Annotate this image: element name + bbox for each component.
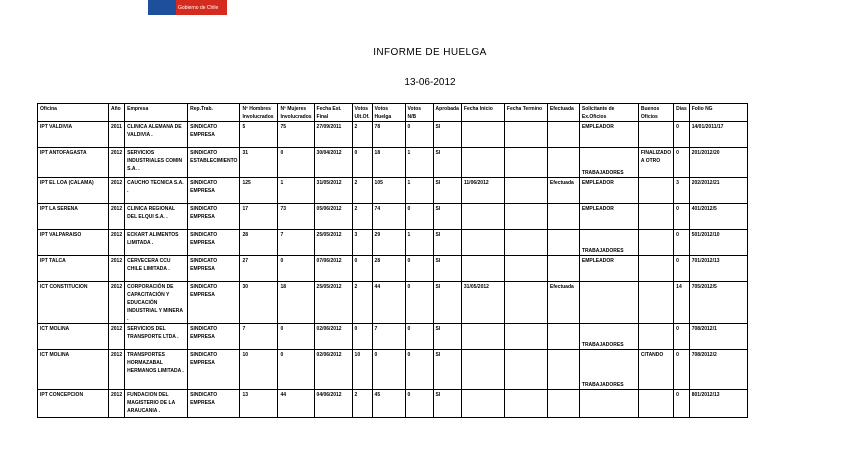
cell-efectuada bbox=[547, 390, 579, 418]
cell-mujeres: 0 bbox=[278, 256, 314, 282]
cell-aprobada: SI bbox=[433, 350, 461, 390]
cell-buenos-oficios bbox=[638, 230, 673, 256]
cell-fecha-inicio bbox=[461, 230, 504, 256]
cell-votos-ult-of: 2 bbox=[352, 122, 372, 148]
logo-text: Gobierno de Chile bbox=[178, 5, 219, 11]
cell-efectuada bbox=[547, 324, 579, 350]
header-votos-nb: Votos N/B bbox=[405, 104, 433, 122]
header-dias: Dias bbox=[674, 104, 690, 122]
cell-fecha-termino bbox=[504, 282, 547, 324]
cell-anio: 2012 bbox=[109, 178, 125, 204]
cell-dias: 0 bbox=[674, 390, 690, 418]
cell-votos-huelga: 28 bbox=[372, 256, 405, 282]
cell-dias: 0 bbox=[674, 204, 690, 230]
cell-votos-huelga: 44 bbox=[372, 282, 405, 324]
header-oficina: Oficina bbox=[38, 104, 109, 122]
table-row bbox=[38, 204, 748, 230]
cell-oficina: IPT VALDIVIA bbox=[38, 122, 109, 148]
cell-votos-nb: 0 bbox=[405, 122, 433, 148]
cell-fecha-est-final: 25/05/2012 bbox=[314, 282, 352, 324]
table-row bbox=[38, 230, 748, 256]
cell-dias: 0 bbox=[674, 256, 690, 282]
cell-dias: 0 bbox=[674, 350, 690, 390]
cell-fecha-termino bbox=[504, 256, 547, 282]
table-header-row bbox=[38, 104, 748, 122]
cell-fecha-termino bbox=[504, 390, 547, 418]
cell-empresa: FUNDACION DEL MAGISTERIO DE LA ARAUCANIA . bbox=[125, 390, 188, 418]
cell-rep-trab: SINDICATO EMPRESA bbox=[188, 204, 240, 230]
cell-empresa: CLINICA REGIONAL DEL ELQUI S.A. . bbox=[125, 204, 188, 230]
header-fecha-inicio: Fecha Inicio bbox=[461, 104, 504, 122]
cell-fecha-est-final: 07/06/2012 bbox=[314, 256, 352, 282]
cell-hombres: 17 bbox=[240, 204, 278, 230]
cell-mujeres: 18 bbox=[278, 282, 314, 324]
cell-votos-nb: 0 bbox=[405, 204, 433, 230]
cell-aprobada: SI bbox=[433, 122, 461, 148]
cell-fecha-inicio: 31/05/2012 bbox=[461, 282, 504, 324]
cell-oficina: IPT ANTOFAGASTA bbox=[38, 148, 109, 178]
cell-anio: 2012 bbox=[109, 350, 125, 390]
cell-buenos-oficios bbox=[638, 122, 673, 148]
cell-dias: 0 bbox=[674, 230, 690, 256]
cell-votos-huelga: 74 bbox=[372, 204, 405, 230]
cell-mujeres: 7 bbox=[278, 230, 314, 256]
cell-fecha-inicio bbox=[461, 204, 504, 230]
cell-empresa: CLINICA ALEMANA DE VALDIVIA . bbox=[125, 122, 188, 148]
cell-anio: 2012 bbox=[109, 282, 125, 324]
cell-fecha-termino bbox=[504, 230, 547, 256]
cell-rep-trab: SINDICATO EMPRESA bbox=[188, 324, 240, 350]
cell-hombres: 10 bbox=[240, 350, 278, 390]
cell-votos-nb: 0 bbox=[405, 256, 433, 282]
cell-oficina: ICT MOLINA bbox=[38, 350, 109, 390]
cell-efectuada bbox=[547, 230, 579, 256]
header-fecha-termino: Fecha Termino bbox=[504, 104, 547, 122]
cell-buenos-oficios bbox=[638, 178, 673, 204]
header-folio: Folio NG bbox=[689, 104, 747, 122]
cell-empresa: CERVECERA CCU CHILE LIMITADA . bbox=[125, 256, 188, 282]
cell-votos-ult-of: 2 bbox=[352, 204, 372, 230]
cell-dias: 0 bbox=[674, 324, 690, 350]
cell-votos-nb: 0 bbox=[405, 282, 433, 324]
cell-folio: 705/2012/5 bbox=[689, 282, 747, 324]
cell-fecha-inicio bbox=[461, 148, 504, 178]
cell-solicitante: EMPLEADOR bbox=[579, 256, 638, 282]
cell-efectuada: Efectuada bbox=[547, 178, 579, 204]
cell-votos-nb: 0 bbox=[405, 390, 433, 418]
cell-mujeres: 0 bbox=[278, 324, 314, 350]
cell-rep-trab: SINDICATO ESTABLECIMIENTO bbox=[188, 148, 240, 178]
cell-fecha-est-final: 27/09/2011 bbox=[314, 122, 352, 148]
cell-aprobada: SI bbox=[433, 148, 461, 178]
cell-efectuada: Efectuada bbox=[547, 282, 579, 324]
cell-aprobada: SI bbox=[433, 256, 461, 282]
cell-solicitante: EMPLEADOR bbox=[579, 178, 638, 204]
cell-votos-nb: 0 bbox=[405, 324, 433, 350]
cell-solicitante: EMPLEADOR bbox=[579, 122, 638, 148]
cell-empresa: CAUCHO TECNICA S.A. . bbox=[125, 178, 188, 204]
header-votos-huelga: Votos Huelga bbox=[372, 104, 405, 122]
cell-dias: 0 bbox=[674, 122, 690, 148]
cell-solicitante: TRABAJADORES bbox=[579, 230, 638, 256]
cell-aprobada: SI bbox=[433, 230, 461, 256]
table-row bbox=[38, 282, 748, 324]
cell-oficina: IPT EL LOA (CALAMA) bbox=[38, 178, 109, 204]
cell-anio: 2011 bbox=[109, 122, 125, 148]
cell-fecha-est-final: 04/06/2012 bbox=[314, 390, 352, 418]
cell-buenos-oficios bbox=[638, 324, 673, 350]
cell-aprobada: SI bbox=[433, 178, 461, 204]
cell-empresa: TRANSPORTES HORMAZABAL HERMANOS LIMITADA . bbox=[125, 350, 188, 390]
cell-oficina: IPT LA SERENA bbox=[38, 204, 109, 230]
cell-oficina: IPT CONCEPCION bbox=[38, 390, 109, 418]
cell-buenos-oficios bbox=[638, 282, 673, 324]
cell-votos-ult-of: 3 bbox=[352, 230, 372, 256]
cell-rep-trab: SINDICATO EMPRESA bbox=[188, 230, 240, 256]
cell-mujeres: 44 bbox=[278, 390, 314, 418]
cell-votos-ult-of: 2 bbox=[352, 178, 372, 204]
cell-anio: 2012 bbox=[109, 230, 125, 256]
cell-votos-huelga: 78 bbox=[372, 122, 405, 148]
cell-dias: 0 bbox=[674, 148, 690, 178]
header-empresa: Empresa bbox=[125, 104, 188, 122]
header-solicitante: Solicitante de Ex.Oficios bbox=[579, 104, 638, 122]
cell-rep-trab: SINDICATO EMPRESA bbox=[188, 350, 240, 390]
cell-votos-nb: 0 bbox=[405, 350, 433, 390]
cell-fecha-inicio bbox=[461, 390, 504, 418]
cell-fecha-inicio: 11/06/2012 bbox=[461, 178, 504, 204]
cell-rep-trab: SINDICATO EMPRESA bbox=[188, 282, 240, 324]
cell-hombres: 125 bbox=[240, 178, 278, 204]
cell-mujeres: 0 bbox=[278, 350, 314, 390]
cell-votos-nb: 1 bbox=[405, 230, 433, 256]
cell-buenos-oficios bbox=[638, 390, 673, 418]
header-votos-ult-of: Votos Ult.Of. bbox=[352, 104, 372, 122]
cell-aprobada: SI bbox=[433, 282, 461, 324]
cell-votos-huelga: 0 bbox=[372, 350, 405, 390]
cell-fecha-est-final: 31/05/2012 bbox=[314, 178, 352, 204]
cell-fecha-est-final: 05/06/2012 bbox=[314, 204, 352, 230]
cell-rep-trab: SINDICATO EMPRESA bbox=[188, 122, 240, 148]
cell-anio: 2012 bbox=[109, 324, 125, 350]
cell-rep-trab: SINDICATO EMPRESA bbox=[188, 178, 240, 204]
cell-votos-ult-of: 0 bbox=[352, 324, 372, 350]
report-title: INFORME DE HUELGA bbox=[373, 47, 487, 58]
cell-fecha-termino bbox=[504, 204, 547, 230]
cell-hombres: 27 bbox=[240, 256, 278, 282]
cell-dias: 3 bbox=[674, 178, 690, 204]
gobierno-logo bbox=[148, 0, 227, 15]
cell-aprobada: SI bbox=[433, 324, 461, 350]
cell-votos-ult-of: 2 bbox=[352, 390, 372, 418]
cell-fecha-termino bbox=[504, 148, 547, 178]
cell-efectuada bbox=[547, 256, 579, 282]
header-mujeres: Nº Mujeres Involucrados bbox=[278, 104, 314, 122]
cell-fecha-est-final: 02/06/2012 bbox=[314, 350, 352, 390]
cell-hombres: 31 bbox=[240, 148, 278, 178]
cell-hombres: 30 bbox=[240, 282, 278, 324]
report-date: 13-06-2012 bbox=[404, 77, 456, 88]
cell-folio: 401/2012/5 bbox=[689, 204, 747, 230]
cell-efectuada bbox=[547, 148, 579, 178]
cell-hombres: 5 bbox=[240, 122, 278, 148]
cell-buenos-oficios bbox=[638, 256, 673, 282]
cell-empresa: ECKART ALIMENTOS LIMITADA . bbox=[125, 230, 188, 256]
cell-fecha-inicio bbox=[461, 350, 504, 390]
cell-votos-ult-of: 10 bbox=[352, 350, 372, 390]
cell-folio: 708/2012/2 bbox=[689, 350, 747, 390]
logo-blue-block bbox=[148, 0, 176, 15]
cell-votos-huelga: 29 bbox=[372, 230, 405, 256]
cell-buenos-oficios bbox=[638, 204, 673, 230]
header-rep-trab: Rep.Trab. bbox=[188, 104, 240, 122]
cell-mujeres: 75 bbox=[278, 122, 314, 148]
cell-votos-huelga: 7 bbox=[372, 324, 405, 350]
cell-efectuada bbox=[547, 350, 579, 390]
cell-folio: 708/2012/1 bbox=[689, 324, 747, 350]
cell-buenos-oficios: CITANDO bbox=[638, 350, 673, 390]
cell-votos-huelga: 45 bbox=[372, 390, 405, 418]
cell-rep-trab: SINDICATO EMPRESA bbox=[188, 390, 240, 418]
table-row bbox=[38, 256, 748, 282]
cell-fecha-termino bbox=[504, 122, 547, 148]
cell-aprobada: SI bbox=[433, 204, 461, 230]
cell-folio: 202/2012/21 bbox=[689, 178, 747, 204]
cell-fecha-est-final: 30/04/2012 bbox=[314, 148, 352, 178]
header-hombres: Nº Hombres Involucrados bbox=[240, 104, 278, 122]
cell-hombres: 13 bbox=[240, 390, 278, 418]
cell-empresa: SERVICIOS INDUSTRIALES COMIN S.A. . bbox=[125, 148, 188, 178]
cell-oficina: ICT CONSTITUCION bbox=[38, 282, 109, 324]
cell-votos-ult-of: 2 bbox=[352, 282, 372, 324]
cell-solicitante: TRABAJADORES bbox=[579, 324, 638, 350]
table-row bbox=[38, 122, 748, 148]
cell-solicitante: TRABAJADORES bbox=[579, 148, 638, 178]
header-efectuada: Efectuada bbox=[547, 104, 579, 122]
table-row bbox=[38, 178, 748, 204]
header-aprobada: Aprobada bbox=[433, 104, 461, 122]
cell-votos-huelga: 105 bbox=[372, 178, 405, 204]
cell-votos-nb: 1 bbox=[405, 178, 433, 204]
cell-oficina: IPT TALCA bbox=[38, 256, 109, 282]
cell-buenos-oficios: FINALIZADO A OTRO bbox=[638, 148, 673, 178]
table-row bbox=[38, 350, 748, 390]
cell-fecha-termino bbox=[504, 178, 547, 204]
cell-solicitante bbox=[579, 390, 638, 418]
header-fecha-est-final: Fecha Est. Final bbox=[314, 104, 352, 122]
cell-mujeres: 0 bbox=[278, 148, 314, 178]
cell-fecha-termino bbox=[504, 324, 547, 350]
cell-fecha-inicio bbox=[461, 324, 504, 350]
cell-folio: 201/2012/20 bbox=[689, 148, 747, 178]
cell-dias: 14 bbox=[674, 282, 690, 324]
cell-votos-nb: 1 bbox=[405, 148, 433, 178]
cell-oficina: ICT MOLINA bbox=[38, 324, 109, 350]
cell-mujeres: 73 bbox=[278, 204, 314, 230]
cell-anio: 2012 bbox=[109, 148, 125, 178]
cell-votos-ult-of: 0 bbox=[352, 256, 372, 282]
cell-efectuada bbox=[547, 204, 579, 230]
cell-anio: 2012 bbox=[109, 256, 125, 282]
cell-folio: 501/2012/10 bbox=[689, 230, 747, 256]
cell-solicitante bbox=[579, 282, 638, 324]
cell-empresa: SERVICIOS DEL TRANSPORTE LTDA . bbox=[125, 324, 188, 350]
cell-solicitante: TRABAJADORES bbox=[579, 350, 638, 390]
cell-fecha-inicio bbox=[461, 122, 504, 148]
strike-report-table bbox=[37, 103, 748, 418]
table-row bbox=[38, 148, 748, 178]
header-anio: Año bbox=[109, 104, 125, 122]
cell-folio: 14/01/2011/17 bbox=[689, 122, 747, 148]
cell-fecha-est-final: 02/06/2012 bbox=[314, 324, 352, 350]
cell-hombres: 7 bbox=[240, 324, 278, 350]
header-buenos-oficios: Buenos Oficios bbox=[638, 104, 673, 122]
cell-efectuada bbox=[547, 122, 579, 148]
cell-fecha-inicio bbox=[461, 256, 504, 282]
cell-folio: 801/2012/13 bbox=[689, 390, 747, 418]
cell-hombres: 28 bbox=[240, 230, 278, 256]
cell-rep-trab: SINDICATO EMPRESA bbox=[188, 256, 240, 282]
cell-aprobada: SI bbox=[433, 390, 461, 418]
cell-anio: 2012 bbox=[109, 204, 125, 230]
table-row bbox=[38, 390, 748, 418]
cell-votos-huelga: 18 bbox=[372, 148, 405, 178]
cell-empresa: CORPORACIÓN DE CAPACITACIÓN Y EDUCACIÓN INDUSTRIAL Y MINERA . bbox=[125, 282, 188, 324]
cell-anio: 2012 bbox=[109, 390, 125, 418]
cell-fecha-est-final: 25/05/2012 bbox=[314, 230, 352, 256]
cell-solicitante: EMPLEADOR bbox=[579, 204, 638, 230]
cell-mujeres: 1 bbox=[278, 178, 314, 204]
cell-fecha-termino bbox=[504, 350, 547, 390]
cell-folio: 701/2012/13 bbox=[689, 256, 747, 282]
table-row bbox=[38, 324, 748, 350]
cell-votos-ult-of: 0 bbox=[352, 148, 372, 178]
cell-oficina: IPT VALPARAISO bbox=[38, 230, 109, 256]
